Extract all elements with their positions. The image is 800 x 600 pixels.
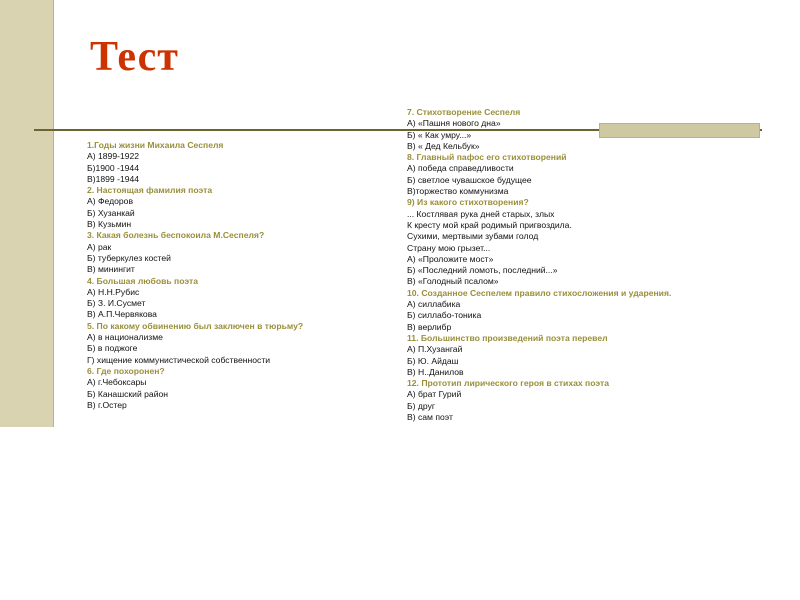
question-text: 5. По какому обвинению был заключен в тюрьму? bbox=[87, 320, 304, 331]
answer-option: А) г.Чебоксары bbox=[87, 377, 147, 388]
quiz-column-left bbox=[87, 140, 387, 411]
question-text: 11. Большинство произведений поэта перевел bbox=[407, 332, 608, 343]
answer-option: А) рак bbox=[87, 241, 112, 252]
question-text: 1.Годы жизни Михаила Сеспеля bbox=[87, 140, 224, 150]
answer-option: Б) Канашский район bbox=[87, 388, 169, 399]
question-text: 3. Какая болезнь беспокоила М.Сеспеля? bbox=[87, 230, 265, 241]
answer-option: В) А.П.Червякова bbox=[87, 309, 157, 320]
answer-option: Б) светлое чувашское будущее bbox=[407, 174, 532, 185]
quiz-column-right bbox=[407, 107, 787, 423]
slide-title: Тест bbox=[90, 34, 179, 80]
answer-option: В) Кузьмин bbox=[87, 219, 132, 230]
answer-option: В)торжество коммунизма bbox=[407, 186, 509, 197]
answer-option: Сухими, мертвыми зубами голод bbox=[407, 231, 539, 242]
answer-option: ... Костлявая рука дней старых, злых bbox=[407, 208, 555, 219]
question-text: 8. Главный пафос его стихотворений bbox=[407, 152, 567, 163]
answer-option: В) « Дед Кельбук» bbox=[407, 140, 480, 151]
answer-option: А) силлабика bbox=[407, 299, 461, 310]
answer-option: Страну мою грызет... bbox=[407, 242, 491, 253]
answer-option: Б) друг bbox=[407, 400, 436, 411]
answer-option: А) в национализме bbox=[87, 332, 163, 343]
answer-option: Б) «Последний ломоть, последний...» bbox=[407, 265, 558, 276]
question-text: 4. Большая любовь поэта bbox=[87, 275, 198, 286]
answer-option: Б) Ю. Айдаш bbox=[407, 355, 459, 366]
answer-option: К кресту мой край родимый пригвоздила. bbox=[407, 219, 572, 230]
answer-option: А) Федоров bbox=[87, 196, 134, 207]
question-text: 9) Из какого стихотворения? bbox=[407, 197, 529, 208]
answer-option: В) Н..Данилов bbox=[407, 366, 464, 377]
answer-option: Г) хищение коммунистической собственности bbox=[87, 354, 271, 365]
answer-option: Б) З. И.Сусмет bbox=[87, 298, 146, 309]
answer-option: В)1899 -1944 bbox=[87, 173, 140, 184]
question-text: 10. Созданное Сеспелем правило стихосложения и ударения. bbox=[407, 287, 672, 298]
question-text: 2. Настоящая фамилия поэта bbox=[87, 185, 213, 196]
answer-option: Б) силлабо-тоника bbox=[407, 310, 482, 321]
answer-option: А) 1899-1922 bbox=[87, 151, 140, 162]
answer-option: В) минингит bbox=[87, 264, 135, 275]
answer-option: В) «Голодный псалом» bbox=[407, 276, 499, 287]
answer-option: Б)1900 -1944 bbox=[87, 162, 139, 173]
side-band-edge bbox=[53, 0, 54, 427]
answer-option: А) Н.Н.Рубис bbox=[87, 286, 140, 297]
answer-option: Б) туберкулез костей bbox=[87, 252, 171, 263]
side-band bbox=[0, 0, 53, 427]
question-text: 7. Стихотворение Сеспеля bbox=[407, 107, 521, 117]
answer-option: В) г.Остер bbox=[87, 399, 127, 410]
question-text: 12. Прототип лирического героя в стихах поэта bbox=[407, 378, 610, 389]
answer-option: А) брат Гурий bbox=[407, 389, 462, 400]
answer-option: Б) « Как умру...» bbox=[407, 129, 472, 140]
answer-option: Б) в поджоге bbox=[87, 343, 138, 354]
answer-option: А) П.Хузангай bbox=[407, 344, 463, 355]
answer-option: В) сам поэт bbox=[407, 412, 453, 423]
answer-option: А) победа справедливости bbox=[407, 163, 514, 174]
answer-option: А) «Проложите мост» bbox=[407, 253, 494, 264]
answer-option: Б) Хузанкай bbox=[87, 207, 135, 218]
answer-option: В) верлибр bbox=[407, 321, 452, 332]
question-text: 6. Где похоронен? bbox=[87, 365, 165, 376]
answer-option: А) «Пашня нового дна» bbox=[407, 118, 501, 129]
